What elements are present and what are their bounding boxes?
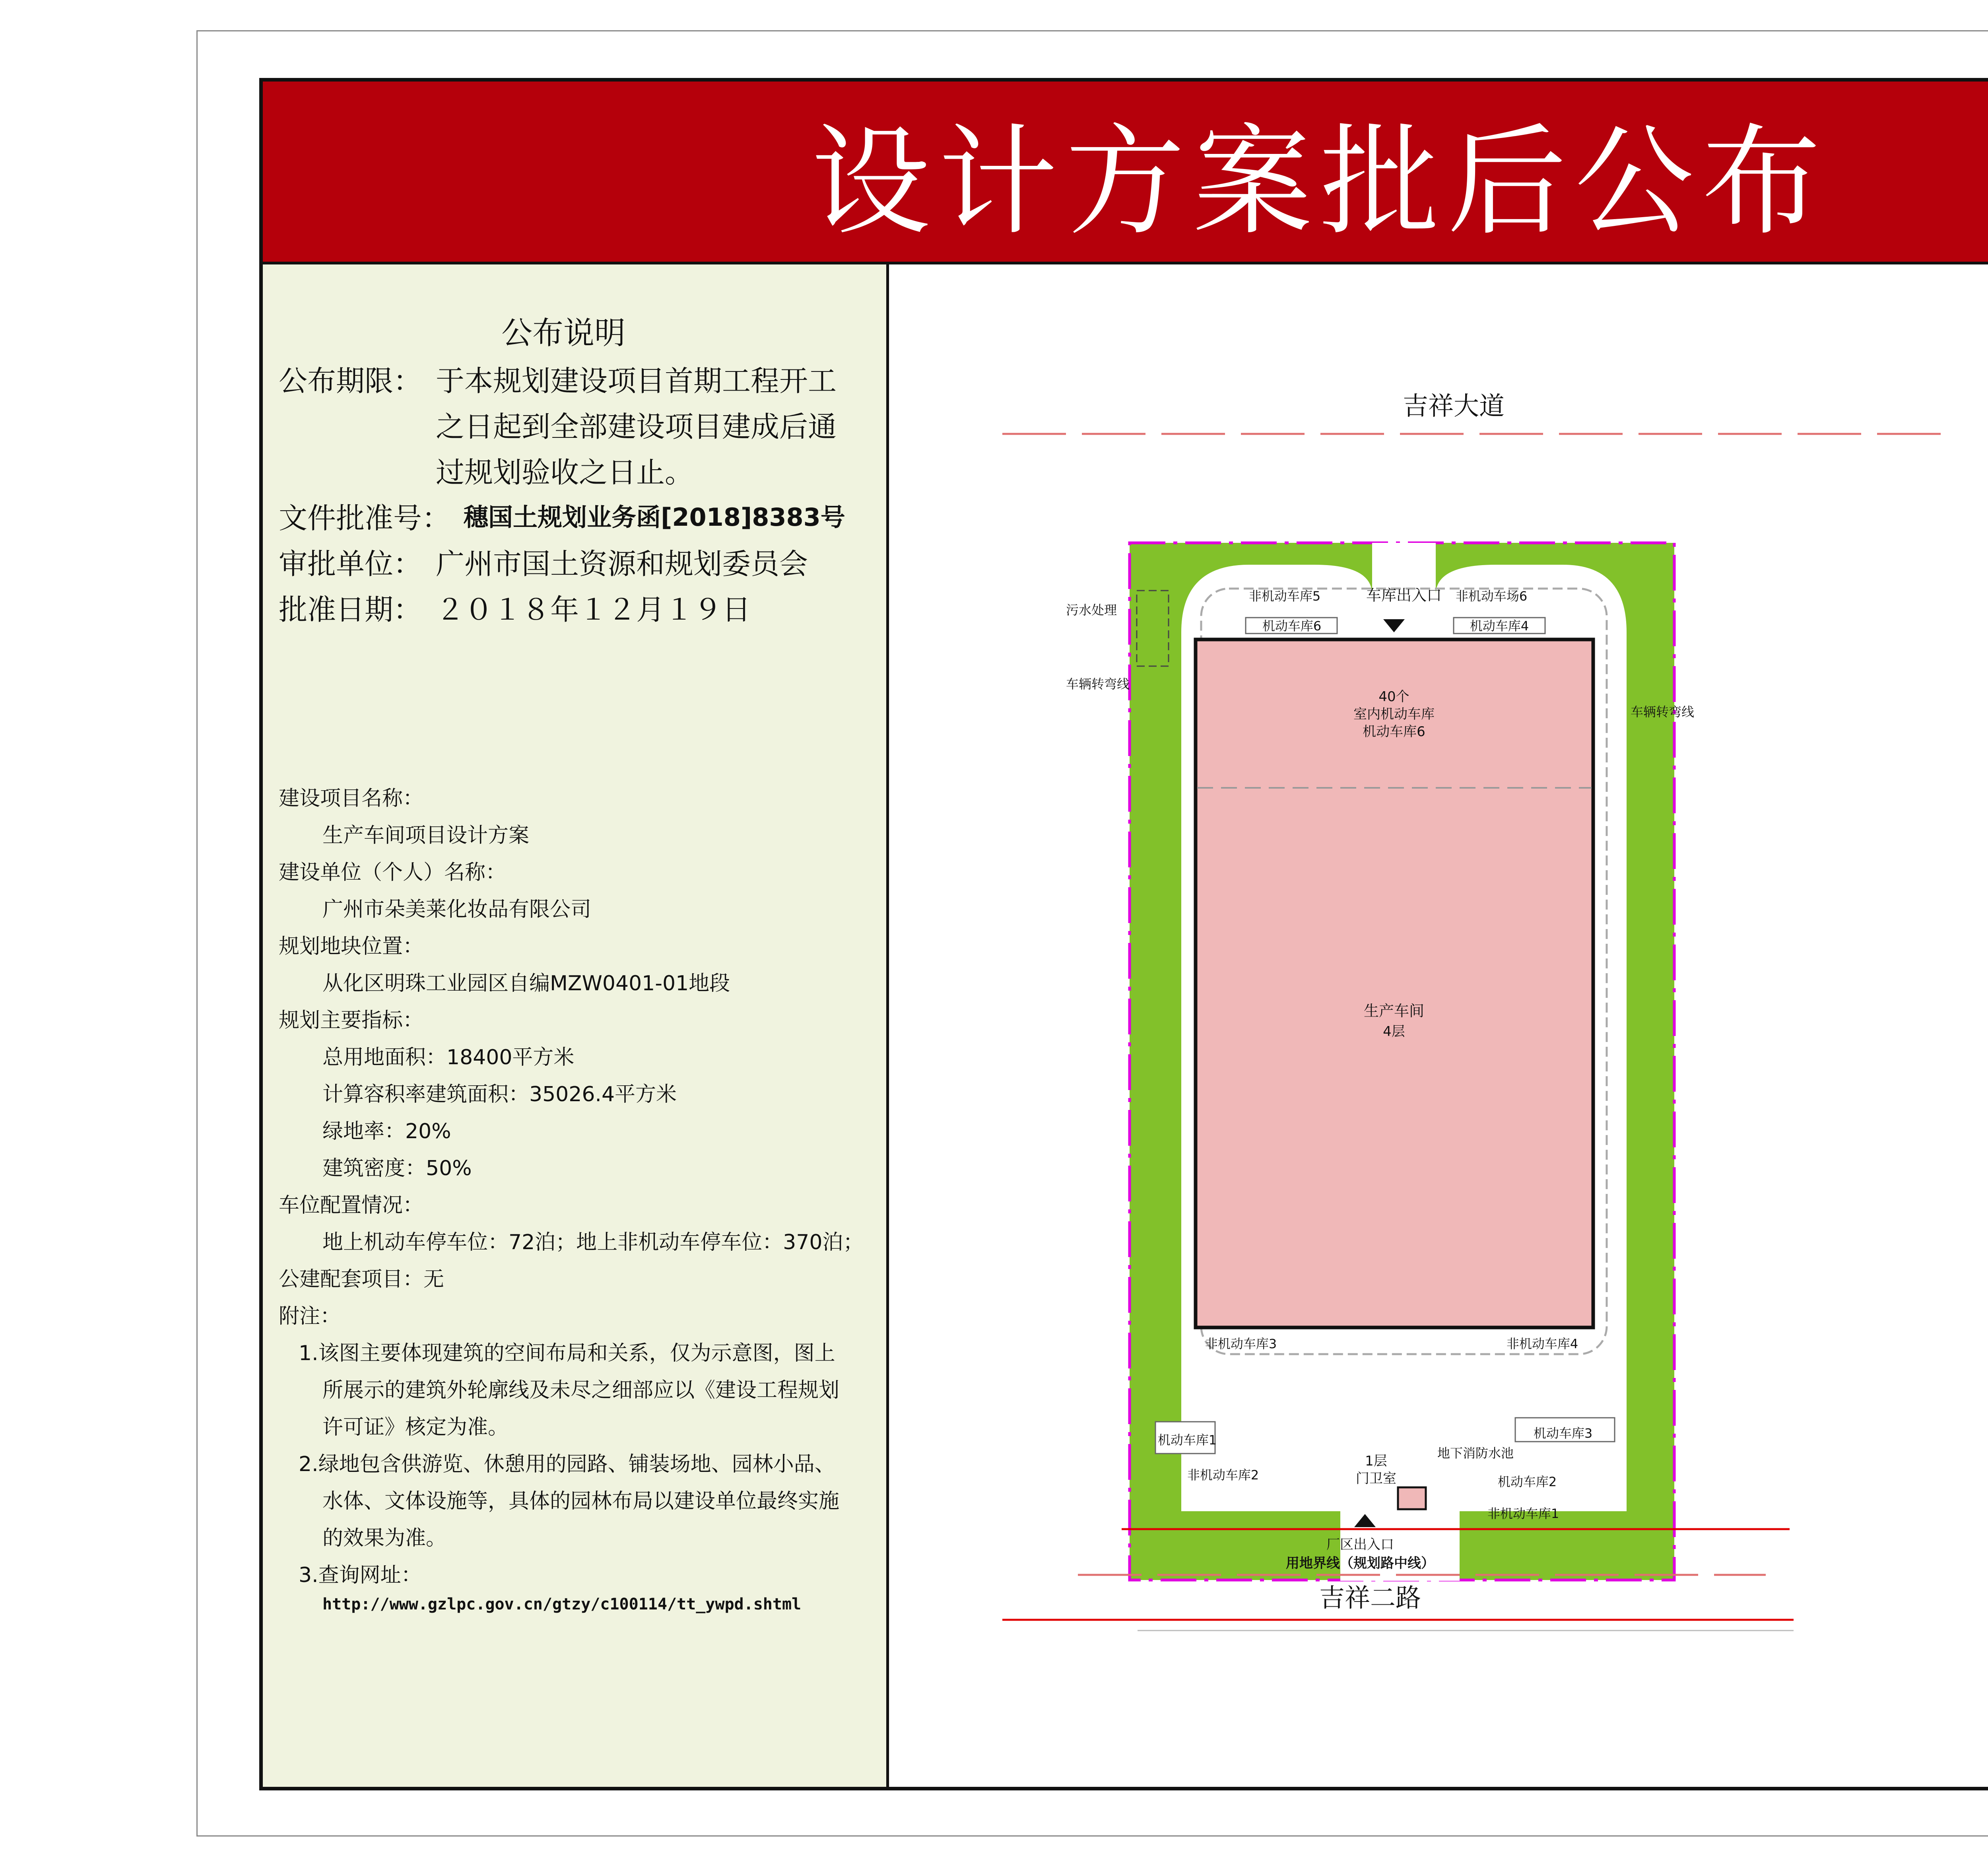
detail-line-0: 建设项目名称： xyxy=(279,787,424,810)
date-value: ２０１８年１２月１９日 xyxy=(436,593,751,626)
label-m2: 机动车库2 xyxy=(1497,1474,1557,1489)
label-garage-exit: 车库出入口 xyxy=(1366,587,1442,604)
doc-value: 穗国土规划业务函[2018]8383号 xyxy=(464,503,845,532)
label-m6: 机动车库6 xyxy=(1262,618,1322,634)
period-line-2: 之日起到全部建设项目建成后通 xyxy=(436,410,837,443)
building-main-line-2: 4层 xyxy=(1383,1024,1405,1040)
notice-heading: 公布说明 xyxy=(501,315,626,351)
detail-line-15: 1.该图主要体现建筑的空间布局和关系，仅为示意图，图上 xyxy=(299,1341,835,1365)
road-north-label: 吉祥大道 xyxy=(1403,392,1505,421)
detail-line-7: 总用地面积：18400平方米 xyxy=(322,1046,575,1069)
building-top-line-1: 40个 xyxy=(1378,689,1409,705)
notice-board xyxy=(259,78,1988,1790)
detail-line-10: 建筑密度：50% xyxy=(322,1156,472,1180)
detail-line-17: 许可证》核定为准。 xyxy=(322,1415,509,1439)
gate-house-line-2: 门卫室 xyxy=(1356,1471,1396,1487)
detail-line-9: 绿地率：20% xyxy=(322,1119,451,1143)
label-turn-right: 车辆转弯线 xyxy=(1631,704,1695,719)
road-south-label: 吉祥二路 xyxy=(1319,1584,1421,1613)
detail-line-13: 公建配套项目：无 xyxy=(279,1267,445,1291)
approver-value: 广州市国土资源和规划委员会 xyxy=(436,547,808,581)
label-fire-pool: 地下消防水池 xyxy=(1437,1446,1514,1461)
detail-line-4: 规划地块位置： xyxy=(279,935,424,958)
detail-line-5: 从化区明珠工业园区自编MZW0401-01地段 xyxy=(322,972,730,995)
label-boundary-note: 用地界线（规划路中线） xyxy=(1286,1555,1435,1571)
site-plan xyxy=(263,82,1988,1788)
detail-line-6: 规划主要指标： xyxy=(279,1009,424,1032)
label-factory-exit: 厂区出入口 xyxy=(1326,1537,1394,1553)
doc-label: 文件批准号： xyxy=(279,501,451,535)
gate-house-line-1: 1层 xyxy=(1365,1453,1387,1469)
building-top-line-3: 机动车库6 xyxy=(1363,724,1425,740)
detail-line-3: 广州市朵美莱化妆品有限公司 xyxy=(322,898,592,921)
detail-line-11: 车位配置情况： xyxy=(279,1193,424,1217)
gate-house xyxy=(1398,1487,1426,1509)
detail-line-8: 计算容积率建筑面积：35026.4平方米 xyxy=(322,1083,677,1106)
detail-line-19: 水体、文体设施等，具体的园林布局以建设单位最终实施 xyxy=(322,1489,840,1513)
detail-line-12: 地上机动车停车位：72泊；地上非机动车停车位：370泊； xyxy=(322,1230,864,1254)
building-main-line-1: 生产车间 xyxy=(1363,1002,1425,1020)
detail-line-16: 所展示的建筑外轮廓线及未尽之细部应以《建设工程规划 xyxy=(322,1378,840,1402)
label-nm4: 非机动车库4 xyxy=(1506,1336,1578,1351)
label-nm6: 非机动车场6 xyxy=(1455,589,1528,604)
label-sewage: 污水处理 xyxy=(1066,603,1117,618)
detail-line-14: 附注： xyxy=(279,1304,341,1328)
production-building xyxy=(1196,639,1593,1327)
label-nm3: 非机动车库3 xyxy=(1205,1336,1277,1351)
page-title: 设计方案批后公布 xyxy=(263,82,1988,264)
label-m3: 机动车库3 xyxy=(1533,1426,1593,1441)
building-top-line-2: 室内机动车库 xyxy=(1353,706,1435,722)
detail-line-1: 生产车间项目设计方案 xyxy=(322,824,530,847)
label-nm1: 非机动车库1 xyxy=(1487,1506,1559,1521)
date-label: 批准日期： xyxy=(279,593,422,626)
period-line-3: 过规划验收之日止。 xyxy=(436,456,694,489)
label-m1: 机动车库1 xyxy=(1157,1432,1217,1448)
detail-line-22[interactable]: http://www.gzlpc.gov.cn/gtzy/c100114/tt_ywpd.shtml xyxy=(322,1595,802,1613)
detail-line-2: 建设单位（个人）名称： xyxy=(279,861,507,884)
label-m4: 机动车库4 xyxy=(1470,618,1529,634)
label-nm5: 非机动车库5 xyxy=(1248,589,1321,604)
label-nm2: 非机动车库2 xyxy=(1187,1467,1259,1483)
detail-line-18: 2.绿地包含供游览、休憩用的园路、铺装场地、园林小品、 xyxy=(299,1452,835,1476)
label-turn-left: 车辆转弯线 xyxy=(1066,676,1130,692)
detail-line-21: 3.查询网址： xyxy=(299,1563,422,1587)
period-label: 公布期限： xyxy=(279,364,422,398)
detail-line-20: 的效果为准。 xyxy=(322,1526,447,1550)
approver-label: 审批单位： xyxy=(279,547,422,581)
period-line-1: 于本规划建设项目首期工程开工 xyxy=(436,364,837,398)
